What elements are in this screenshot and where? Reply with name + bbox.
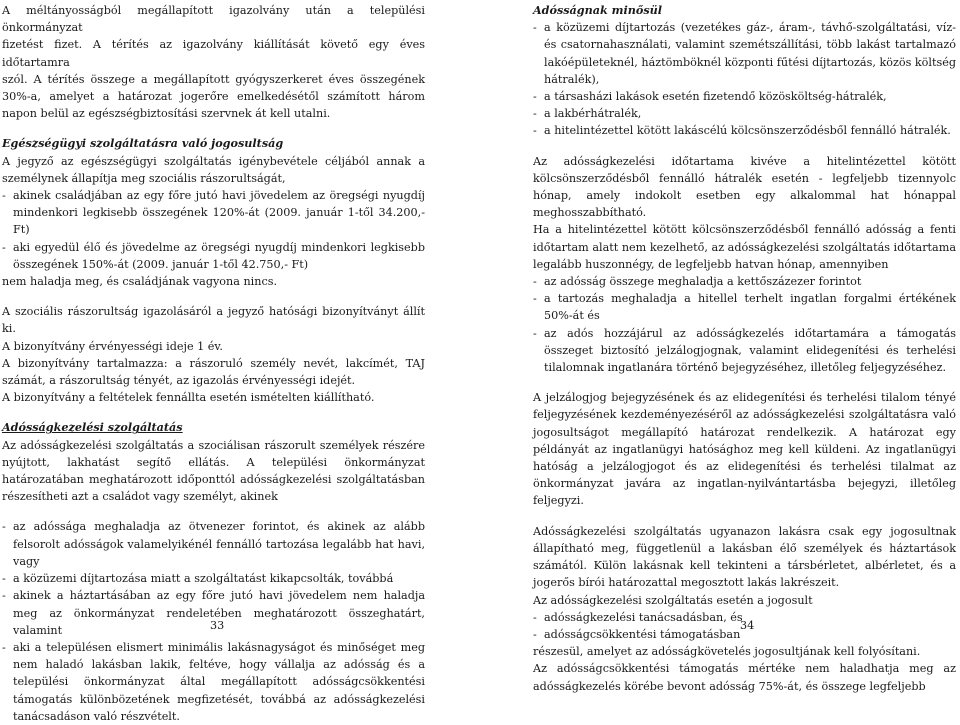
list-item: - az adós hozzájárul az adósságkezelés időtartamára a támogatás összeget biztosító jelzálogjognak, valamint elidegenítési és terhelési tilalomnak ingatlanára történő bejegyzéséhez, illetőleg feljegyzéséhez. xyxy=(533,326,956,375)
intro-line-1: A méltányosságból megállapított igazolvány után a települési önkormányzat xyxy=(2,4,425,35)
health-list xyxy=(2,187,425,273)
cert-paragraph-1: A szociális rászorultság igazolásáról a jegyző hatósági bizonyítványt állít ki. xyxy=(2,305,425,336)
lien-paragraph: A jelzálogjog bejegyzésének és az elidegenítési és terhelési tilalom tényé feljegyzésének kezdeményezéséről az adósságkezelési szolgáltatásra való jogosultságot megállapító határozat rendelkezik. A határozat egy példányát az ingatlanügyi hatósághoz meg kell küldeni. Az ingatlanügyi hatóság a jelzálogjogot és az elidegenítési és terhelési tilalmat az önkormányzat javára az ingatlan-nyilvántartásba bejegyzi, illetőleg feljegyzi. xyxy=(533,391,956,508)
payment-paragraph: részesül, amelyet az adósságkövetelés jogosultjának kell folyósítani. xyxy=(533,645,921,659)
duration-paragraph: Az adósságkezelési időtartama kivéve a hitelintézettel kötött kölcsönszerződésből fennálló hátralék esetén - legfeljebb tizennyolc hónap, amely indokolt esetben egy alkalommal hat hónappal meghosszabbítható. xyxy=(533,154,956,220)
list-item: - a közüzemi díjtartozás (vezetékes gáz-, áram-, távhő-szolgáltatási, víz- és csatornahasználati, valamint szemétszállítási, több lakást tartalmazó lakóépületeknél, háztömböknél központi fűtési díjtartozás, közös költség hátralék), xyxy=(533,21,957,86)
list-item: - a társasházi lakások esetén fizetendő közösköltség-hátralék, xyxy=(533,90,887,104)
page-number-right: 34 xyxy=(740,619,755,632)
page-number-left: 33 xyxy=(210,619,225,632)
list-item: - aki egyedül élő és jövedelme az öregségi nyugdíj mindenkori legkisebb összegének 150%-át (2009. január 1-től 42.750,- Ft) xyxy=(2,240,425,271)
list-item: - akinek családjában az egy főre jutó havi jövedelem az öregségi nyugdíj mindenkori legkisebb összegének 120%-át (2009. január 1-től 34.200,- Ft) xyxy=(2,189,425,237)
debt-types-heading: Adósságnak minősül xyxy=(533,3,663,17)
debt-types-list xyxy=(533,19,956,139)
list-item: - adósságcsökkentési támogatásban xyxy=(533,627,741,641)
intro-line-2: fizetést fizet. A térítés az igazolvány kiállítását követő egy éves időtartamra xyxy=(2,38,425,69)
list-item: - az adósság összege meghaladja a kettőszázezer forintot xyxy=(533,275,862,289)
intro-paragraph: szól. A térítés összege a megállapított gyógyszerkeret éves összegének 30%-a, amelyet a határozat jogerőre emelkedésétől számított három napon belül az egészségbiztosítási szervnek át kell utalni. xyxy=(2,72,425,121)
health-tail: nem haladja meg, és családjának vagyona nincs. xyxy=(2,275,278,289)
debt-heading: Adósságkezelési szolgáltatás xyxy=(2,420,183,435)
list-item: - a tartozás meghaladja a hitellel terhelt ingatlan forgalmi értékének 50%-át és xyxy=(533,292,956,323)
list-item: - aki a településen elismert minimális lakásnagyságot és minőséget meg nem haladó lakásban lakik, feltéve, hogy vállalja az adósság és a települési önkormányzat által megállapított adósságcsökkentési támogatás különbözetének megfizetését, továbbá az adósságkezelési tanácsadáson való részvételt. xyxy=(2,640,425,723)
health-text: A jegyző az egészségügyi szolgáltatás igénybevétele céljából annak a személynek állapítja meg szociális rászorultságát, xyxy=(2,154,425,185)
list-item: - adósságkezelési tanácsadásban, és xyxy=(533,610,743,624)
single-beneficiary-paragraph: Adósságkezelési szolgáltatás ugyanazon lakásra csak egy jogosultnak állapítható meg, függetlenül a lakásban élő személyek és háztartások számától. Külön lakásnak kell tekinteni a társbérletet, albérletet, és a jogerős bírói határozattal megosztott lakás lakrészeit. xyxy=(533,524,956,590)
entitlement-paragraph: Az adósságkezelési szolgáltatás esetén a jogosult xyxy=(533,593,813,607)
list-item: - a hitelintézettel kötött lakáscélú kölcsönszerződésből fennálló hátralék. xyxy=(533,124,951,138)
health-heading: Egészségügyi szolgáltatásra való jogosultság xyxy=(2,136,284,151)
list-item: - az adóssága meghaladja az ötvenezer forintot, és akinek az alább felsorolt adósságok valamelyikénél fennálló tartozása legalább hat havi, vagy xyxy=(2,520,425,568)
list-item: - a közüzemi díjtartozása miatt a szolgáltatást kikapcsolták, továbbá xyxy=(2,572,394,586)
right-column xyxy=(533,2,956,695)
debt-text: Az adósságkezelési szolgáltatás a szociálisan rászorult személyek részére nyújtott, lakhatást segítő ellátás. A települési önkormányzat határozatában meghatározott időponttól adósságkezelési szolgáltatásban részesítheti azt a családot vagy személyt, akinek xyxy=(2,438,425,504)
mortgage-list xyxy=(533,273,956,376)
cert-paragraph-2: A bizonyítvány érvényességi ideje 1 év. xyxy=(2,339,223,353)
cert-paragraph-3: A bizonyítvány tartalmazza: a rászoruló személy nevét, lakcímét, TAJ számát, a rászorultság tényét, az igazolás érvényességi idejét. xyxy=(2,356,425,388)
mortgage-paragraph: Ha a hitelintézettel kötött kölcsönszerződésből fennálló adósság a fenti időtartam alatt nem kezelhető, az adósságkezelési szolgáltatás időtartama legalább huszonnégy, de legfeljebb hatvan hónap, amennyiben xyxy=(533,223,956,271)
list-item: - akinek a háztartásában az egy főre jutó havi jövedelem nem haladja meg az önkormányzat rendeletében meghatározott összeghatárt, valamint xyxy=(2,589,425,637)
left-column xyxy=(2,2,425,725)
list-item: - a lakbérhátralék, xyxy=(533,107,642,121)
cert-paragraph-4: A bizonyítvány a feltételek fennállta esetén ismételten kiállítható. xyxy=(2,391,375,405)
reduction-paragraph: Az adósságcsökkentési támogatás mértéke nem haladhatja meg az adósságkezelés körébe bevont adósság 75%-át, és összege legfeljebb xyxy=(533,662,956,693)
